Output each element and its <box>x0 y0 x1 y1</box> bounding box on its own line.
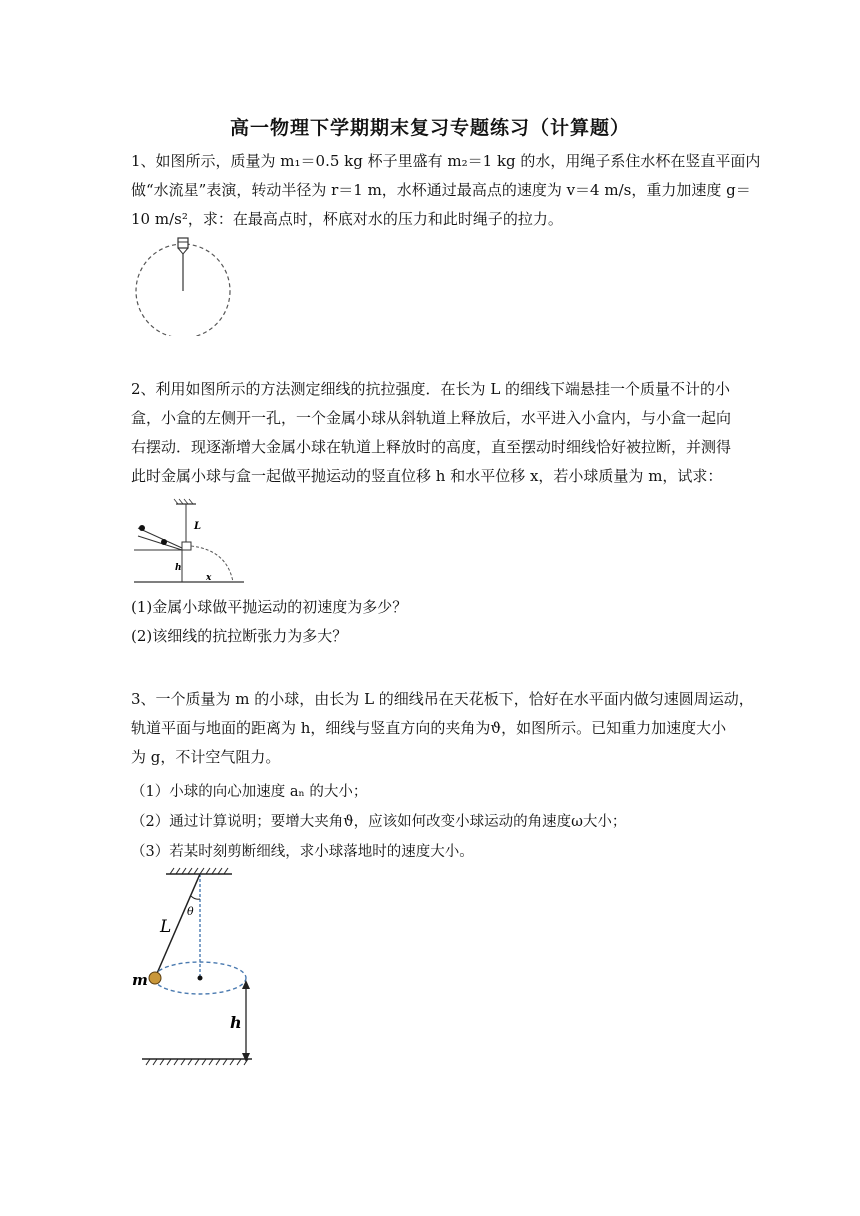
question-1-line-3: 10 m/s²，求：在最高点时，杯底对水的压力和此时绳子的拉力。 <box>131 210 563 228</box>
question-2-line-3: 右摆动．现逐渐增大金属小球在轨道上释放时的高度，直至摆动时细线恰好被拉断，并测得 <box>131 438 732 456</box>
label-m: m <box>132 971 148 989</box>
question-3-sub-2: （2）通过计算说明；要增大夹角ϑ，应该如何改变小球运动的角速度ω大小； <box>131 814 627 830</box>
label-h: h <box>230 1013 242 1032</box>
label-L: L <box>160 917 172 937</box>
page-title: 高一物理下学期期末复习专题练习（计算题） <box>229 117 630 139</box>
question-2-figure-ramp-box <box>132 498 250 586</box>
label-theta: θ <box>187 905 194 918</box>
question-3-line-2: 轨道平面与地面的距离为 h，细线与竖直方向的夹角为ϑ，如图所示。已知重力加速度大小 <box>131 719 727 737</box>
label-h: h <box>175 563 182 573</box>
question-2-sub-1: (1)金属小球做平抛运动的初速度为多少？ <box>131 598 408 616</box>
label-L: L <box>194 521 202 532</box>
question-2-line-1: 2、利用如图所示的方法测定细线的抗拉强度．在长为 L 的细线下端悬挂一个质量不计的小 <box>131 380 731 398</box>
question-3-line-3: 为 g，不计空气阻力。 <box>131 748 281 766</box>
question-3-sub-1: （1）小球的向心加速度 aₙ 的大小； <box>131 784 368 800</box>
question-1-line-2: 做“水流星”表演，转动半径为 r＝1 m，水杯通过最高点的速度为 v＝4 m/s，重力加速度 g＝ <box>131 181 751 199</box>
question-1-line-1: 1、如图所示，质量为 m₁＝0.5 kg 杯子里盛有 m₂＝1 kg 的水，用绳子系住水杯在竖直平面内 <box>131 152 761 170</box>
question-3-line-1: 3、一个质量为 m 的小球，由长为 L 的细线吊在天花板下，恰好在水平面内做匀速圆周运动， <box>131 690 754 708</box>
question-3-sub-3: （3）若某时刻剪断细线，求小球落地时的速度大小。 <box>131 844 474 860</box>
label-x: x <box>206 573 212 583</box>
question-1-figure-vertical-circle <box>130 236 236 336</box>
question-2-line-2: 盒，小盒的左侧开一孔，一个金属小球从斜轨道上释放后，水平进入小盒内，与小盒一起向 <box>131 409 732 427</box>
question-3-figure-conical-pendulum <box>128 866 258 1066</box>
question-2-line-4: 此时金属小球与盒一起做平抛运动的竖直位移 h 和水平位移 x，若小球质量为 m，试求： <box>131 467 723 485</box>
question-2-sub-2: (2)该细线的抗拉断张力为多大？ <box>131 627 348 645</box>
